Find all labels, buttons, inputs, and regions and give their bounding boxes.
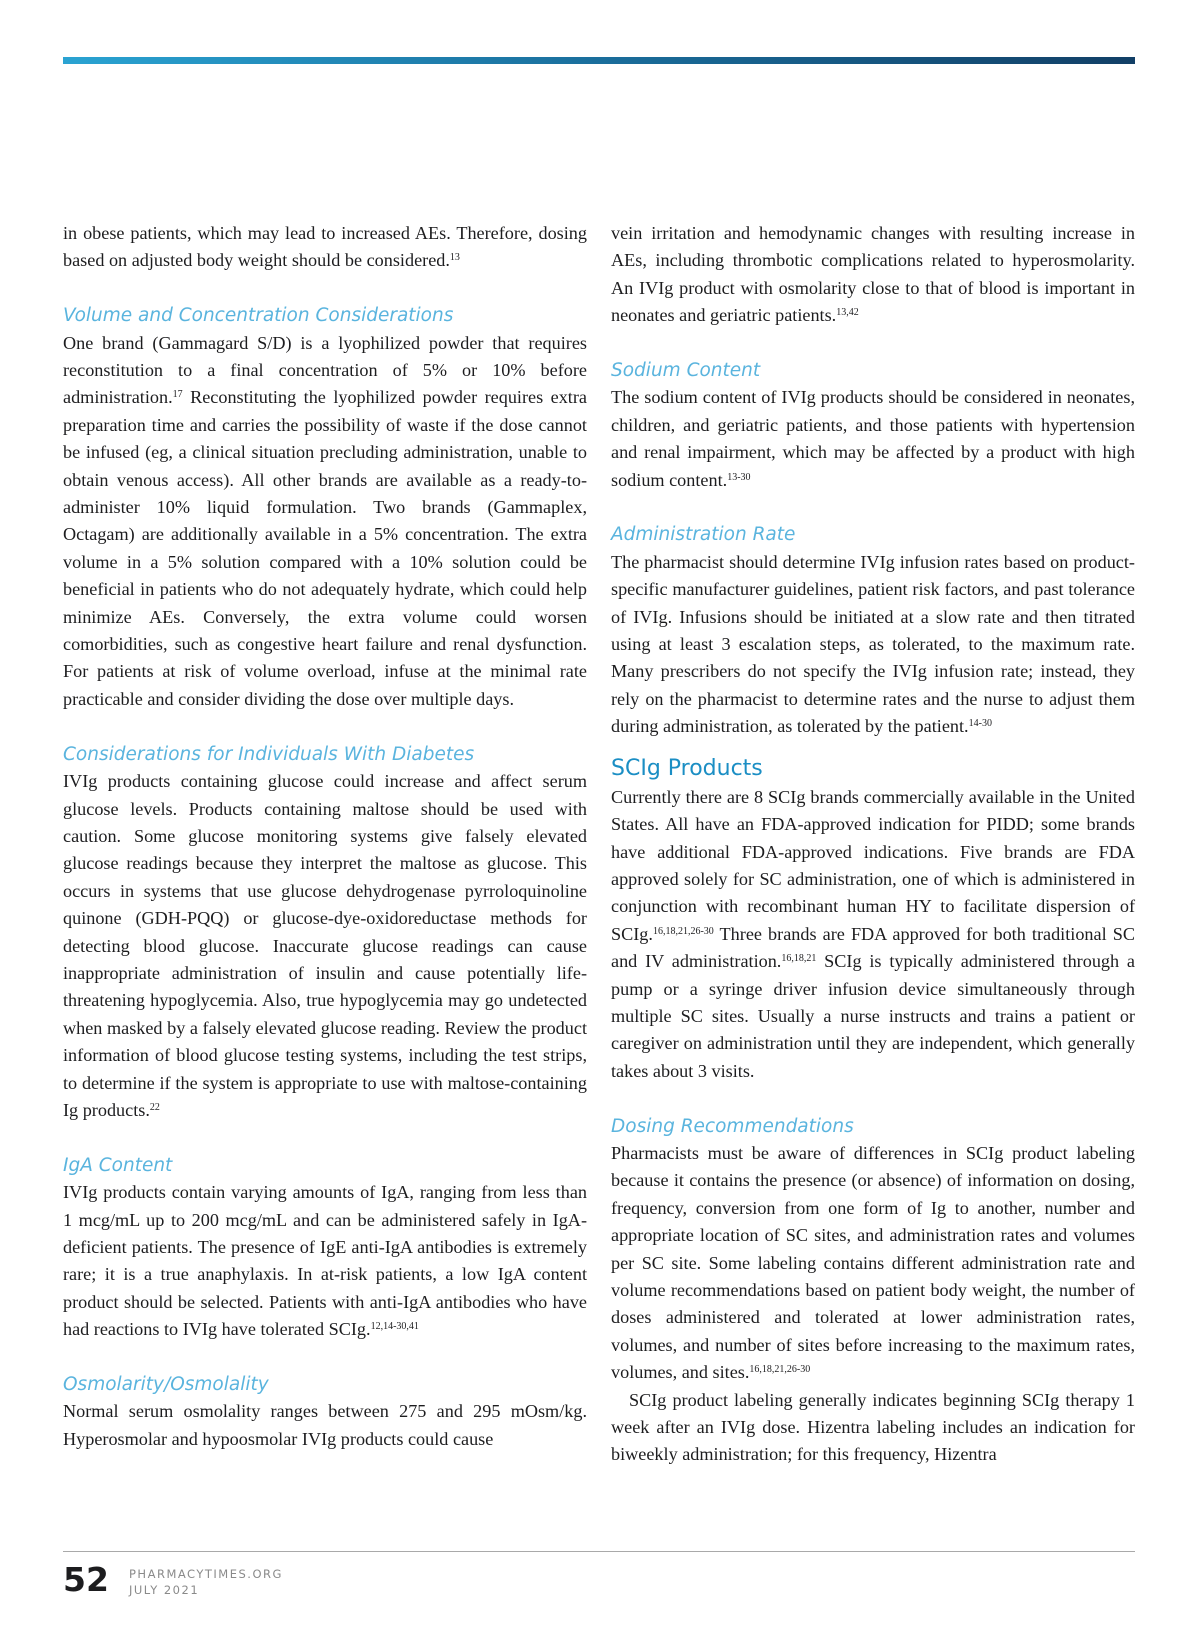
subheading-rate: Administration Rate xyxy=(611,524,796,546)
citation: 17 xyxy=(172,389,183,401)
citation: 16,18,21 xyxy=(781,953,817,965)
citation: 12,14-30,41 xyxy=(370,1321,419,1333)
paragraph-volume: One brand (Gammagard S/D) is a lyophilized powder that requires reconstitution to a final concentration of 5% or 10% before administration.$^{17}$ Reconstituting the lyophilized powder requires extra preparation time and carries the possibility of waste if the dose cannot be infused (eg, a clinical situation precluding administration, unable to obtain venous access). All other brands are available as a ready-to-administer 10% liquid formulation. Two brands (Gammaplex, Octagam) are additionally available in a 5% concentration. The extra volume in a 5% solution compared with a 10% solution could be beneficial in patients who do not adequately hydrate, which could help minimize AEs. Conversely, the extra volume could worsen comorbidities, such as congestive heart failure and renal dysfunction. For patients at risk of volume overload, infuse at the minimal rate practicable and consider dividing the dose over multiple days. xyxy=(63,332,587,709)
citation: 14-30 xyxy=(968,718,992,730)
subheading-iga: IgA Content xyxy=(63,1154,173,1176)
section-heading-scig: SCIg Products xyxy=(611,755,763,781)
subheading-volume: Volume and Concentration Considerations xyxy=(63,305,454,327)
paragraph-osmolarity: Normal serum osmolality ranges between 275 and 295 mOsm/kg. Hyperosmolar and hypoosmolar IVIg products could cause xyxy=(63,1401,587,1449)
citation: 22 xyxy=(149,1101,160,1113)
left-column xyxy=(63,220,587,1453)
subheading-dosing: Dosing Recommendations xyxy=(611,1115,854,1137)
citation: 16,18,21,26-30 xyxy=(652,925,714,937)
citation: 13-30 xyxy=(727,471,751,483)
subheading-sodium: Sodium Content xyxy=(611,360,761,382)
paragraph-scig: Currently there are 8 SCIg brands commercially available in the United States. All have an FDA-approved indication for PIDD; some brands have additional FDA-approved indications. Five brands are FDA approved solely for SC administration, one of which is administered in conjunction with recombinant human HY to facilitate dispersion of SCIg.$^{16,18,21,26-30}$ Three brands are FDA approved for both traditional SC and IV administration.$^{16,18,21}$ SCIg is typically administered through a pump or a syringe driver infusion device simultaneously through multiple SC sites. Usually a nurse instructs and trains a patient or caregiver on administration until they are independent, which generally takes about 3 visits. xyxy=(611,786,1135,1081)
subheading-osmolarity: Osmolarity/Osmolality xyxy=(63,1374,269,1395)
paragraph-iga: IVIg products contain varying amounts of IgA, ranging from less than 1 mcg/mL up to 200 mcg/mL and can be administered safely in IgA-deficient patients. The presence of IgE anti-IgA antibodies is extremely rare; it is a true anaphylaxis. In at-risk patients, a low IgA content product should be selected. Patients with anti-IgA antibodies who have had reactions to IVIg have tolerated SCIg.$^{12,14-30,41}$ xyxy=(63,1182,587,1340)
footer-divider xyxy=(63,1551,1135,1552)
paragraph-intro: in obese patients, which may lead to increased AEs. Therefore, dosing based on adjusted body weight should be considered.$^{13}$ xyxy=(63,223,587,271)
citation: 13,42 xyxy=(836,307,859,319)
subheading-diabetes: Considerations for Individuals With Diabetes xyxy=(63,743,475,765)
citation: 13 xyxy=(449,252,460,264)
header-accent-bar xyxy=(63,57,1135,64)
paragraph-rate: The pharmacist should determine IVIg infusion rates based on product-specific manufacturer guidelines, patient risk factors, and past tolerance of IVIg. Infusions should be initiated at a slow rate and then titrated using at least 3 escalation steps, as tolerated, to the maximum rate. Many prescribers do not specify the IVIg infusion rate; instead, they rely on the pharmacist to determine rates and the nurse to adjust them during administration, as tolerated by the patient.$^{14-30}$ xyxy=(611,551,1135,737)
paragraph-sodium: The sodium content of IVIg products should be considered in neonates, children, and geriatric patients, and those patients with hypertension and renal impairment, which may be affected by a product with high sodium content.$^{13-30}$ xyxy=(611,387,1135,490)
citation: 16,18,21,26-30 xyxy=(749,1364,811,1376)
page-number: 52 xyxy=(63,1560,109,1599)
paragraph-dosing-2: SCIg product labeling generally indicates beginning SCIg therapy 1 week after an IVIg dose. Hizentra labeling includes an indication for biweekly administration; for this frequency, Hizentra xyxy=(611,1389,1135,1465)
paragraph-diabetes: IVIg products containing glucose could increase and affect serum glucose levels. Products containing maltose should be used with caution. Some glucose monitoring systems give falsely elevated glucose readings because they interpret the maltose as glucose. This occurs in systems that use glucose dehydrogenase pyrroloquinoline quinone (GDH-PQQ) or glucose-dye-oxidoreductase methods for detecting blood glucose. Inaccurate glucose readings can cause inappropriate administration of insulin and cause potentially life-threatening hypoglycemia. Also, true hypoglycemia may go undetected when masked by a falsely elevated glucose reading. Review the product information of blood glucose testing systems, including the test strips, to determine if the system is appropriate to use with maltose-containing Ig products.$^{22}$ xyxy=(63,771,587,1120)
paragraph-continued: vein irritation and hemodynamic changes with resulting increase in AEs, including thrombotic complications related to hyperosmolarity. An IVIg product with osmolarity close to that of blood is important in neonates and geriatric patients.$^{13,42}$ xyxy=(611,223,1135,326)
footer-site: PHARMACYTIMES.ORG xyxy=(129,1567,283,1581)
paragraph-dosing: Pharmacists must be aware of differences in SCIg product labeling because it contains the presence (or absence) of information on dosing, frequency, conversion from one form of Ig to another, number and appropriate location of SC sites, and administration rates and volumes per SC site. Some labeling contains different administration rate and volume recommendations based on patient body weight, the number of doses administered and tolerated at lower administration rates, volumes, and number of sites before increasing to the maximum rates, volumes, and sites.$^{16,18,21,26-30}$ xyxy=(611,1142,1135,1383)
footer-date: JULY 2021 xyxy=(129,1583,200,1597)
right-column xyxy=(611,220,1135,1469)
